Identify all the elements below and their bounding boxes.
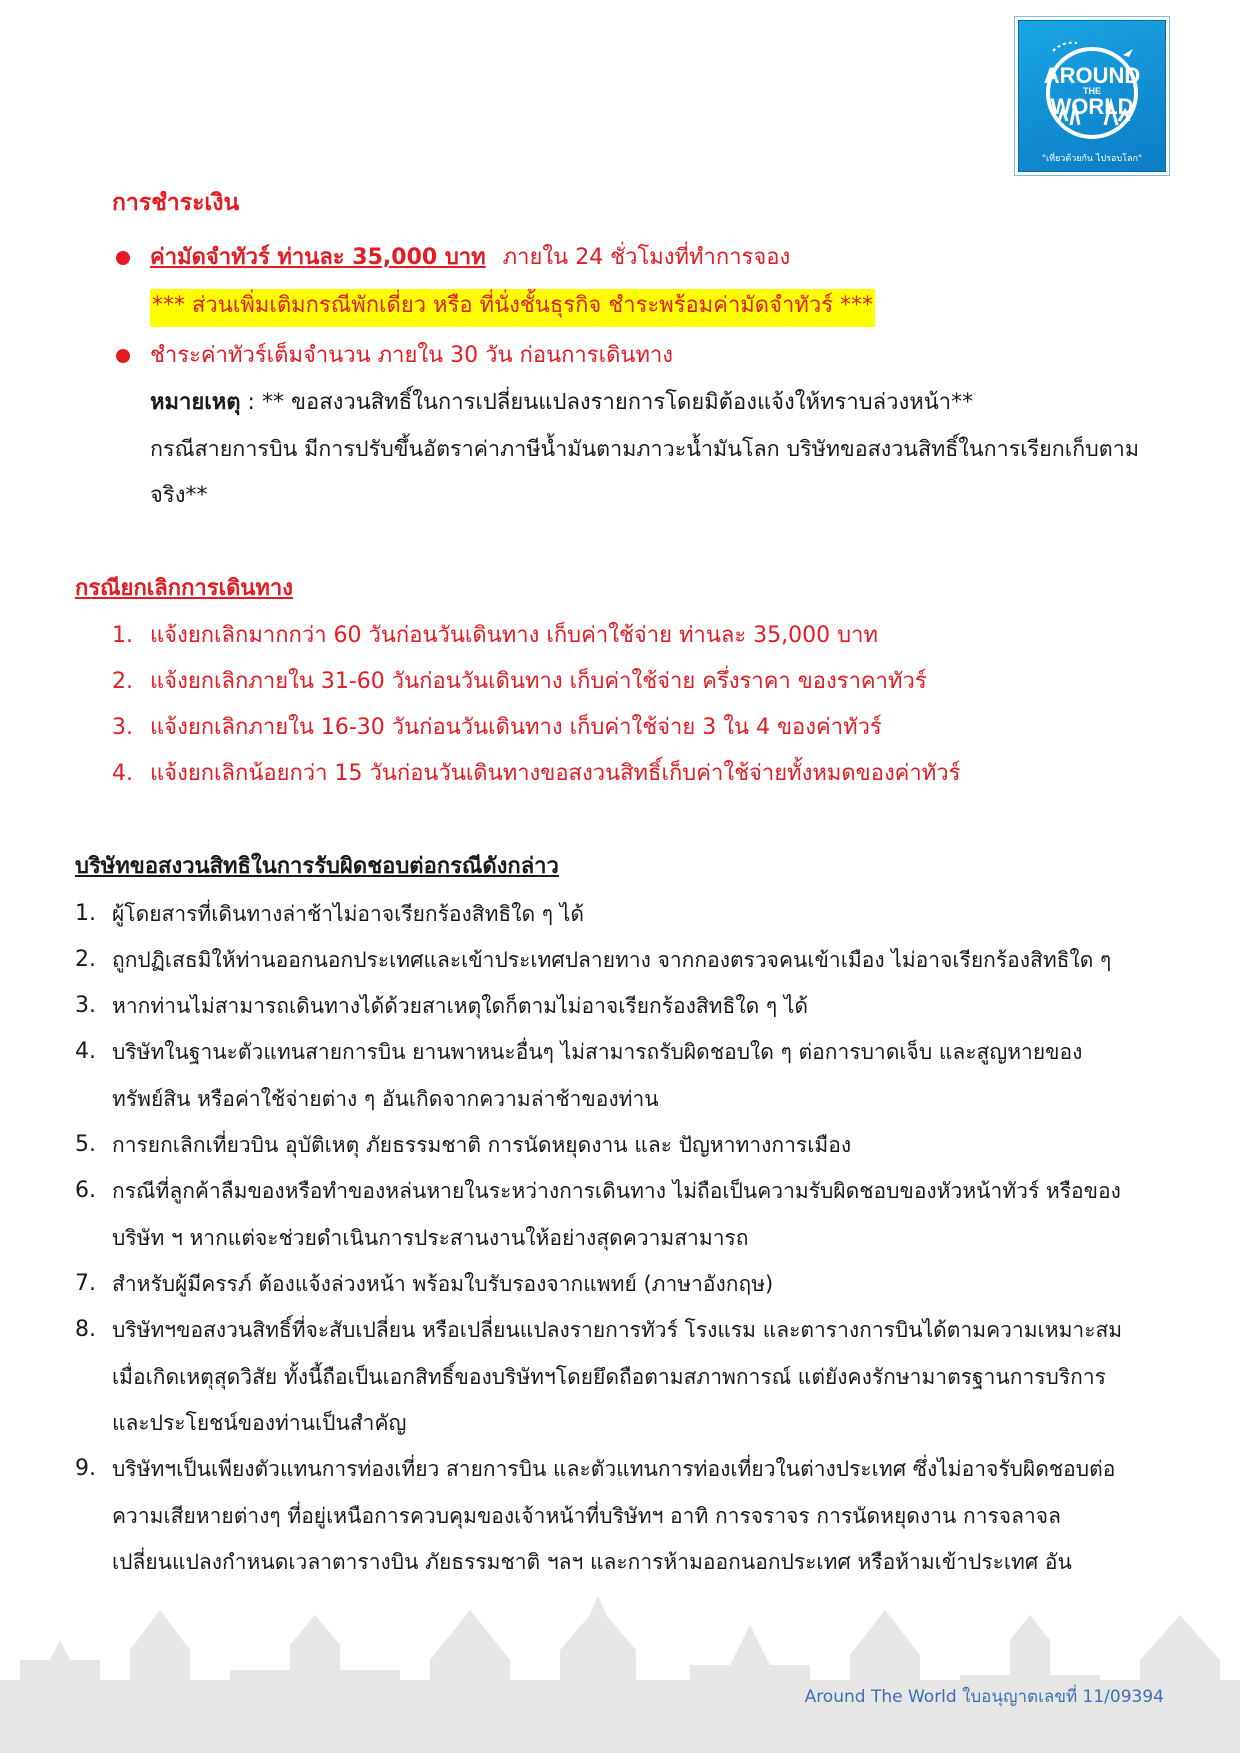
cancel-item-number: 4. — [112, 761, 133, 786]
cancel-heading: กรณียกเลิกการเดินทาง — [75, 576, 294, 601]
terms-item-line: บริษัท ฯ หากแต่จะช่วยดำเนินการประสานงานให้อย่างสุดความสามารถ — [112, 1225, 749, 1250]
terms-item-number: 6. — [75, 1178, 96, 1203]
terms-item-number: 2. — [75, 947, 96, 972]
temple-skyline-watermark — [0, 1590, 1240, 1753]
cancel-item-text: แจ้งยกเลิกมากกว่า 60 วันก่อนวันเดินทาง เก็บค่าใช้จ่าย ท่านละ 35,000 บาท — [150, 623, 878, 648]
cancel-item-text: แจ้งยกเลิกภายใน 16-30 วันก่อนวันเดินทาง เก็บค่าใช้จ่าย 3 ใน 4 ของค่าทัวร์ — [150, 715, 882, 740]
terms-item-line: การยกเลิกเที่ยวบิน อุบัติเหตุ ภัยธรรมชาติ การนัดหยุดงาน และ ปัญหาทางการเมือง — [112, 1133, 852, 1157]
cancel-item-number: 2. — [112, 669, 133, 694]
payment-heading: การชำระเงิน — [112, 190, 240, 216]
cancel-item-text: แจ้งยกเลิกภายใน 31-60 วันก่อนวันเดินทาง เก็บค่าใช้จ่าย ครึ่งราคา ของราคาทัวร์ — [150, 669, 927, 694]
terms-item-number: 8. — [75, 1317, 96, 1342]
terms-item-line: หากท่านไม่สามารถเดินทางได้ด้วยสาเหตุใดก็ตามไม่อาจเรียกร้องสิทธิใด ๆ ได้ — [112, 994, 809, 1018]
note-line-3: จริง** — [150, 483, 208, 508]
terms-item-line: ผู้โดยสารที่เดินทางล่าช้าไม่อาจเรียกร้องสิทธิใด ๆ ได้ — [112, 902, 584, 926]
terms-item-number: 3. — [75, 993, 96, 1018]
terms-item-line: สำหรับผู้มีครรภ์ ต้องแจ้งล่วงหน้า พร้อมใบรับรองจากแพทย์ (ภาษาอังกฤษ) — [112, 1272, 774, 1296]
deposit-deadline: ภายใน 24 ชั่วโมงที่ทำการจอง — [502, 245, 791, 270]
single-room-highlight: *** ส่วนเพิ่มเติมกรณีพักเดี่ยว หรือ ที่นั่งชั้นธุรกิจ ชำระพร้อมค่ามัดจำทัวร์ *** — [150, 289, 875, 327]
terms-item-line: บริษัทในฐานะตัวแทนสายการบิน ยานพาหนะอื่นๆ ไม่สามารถรับผิดชอบใด ๆ ต่อการบาดเจ็บ และสูญหายของ — [112, 1040, 1083, 1064]
logo-line-3: WORLD — [1050, 94, 1134, 119]
note-text: : ** ขอสงวนสิทธิ์ในการเปลี่ยนแปลงรายการโดยมิต้องแจ้งให้ทราบล่วงหน้า** — [240, 390, 974, 415]
terms-item-line: กรณีที่ลูกค้าลืมของหรือทำของหล่นหายในระหว่างการเดินทาง ไม่ถือเป็นความรับผิดชอบของหัวหน้าทัวร์ หรือของ — [112, 1179, 1121, 1203]
terms-item-number: 9. — [75, 1456, 96, 1481]
terms-item-line: ถูกปฏิเสธมิให้ท่านออกนอกประเทศและเข้าประเทศปลายทาง จากกองตรวจคนเข้าเมือง ไม่อาจเรียกร้องสิทธิใด ๆ — [112, 948, 1112, 972]
terms-item-line: และประโยชน์ของท่านเป็นสำคัญ — [112, 1411, 407, 1435]
terms-item-number: 4. — [75, 1039, 96, 1064]
terms-item-line: บริษัทฯเป็นเพียงตัวแทนการท่องเที่ยว สายการบิน และตัวแทนการท่องเที่ยวในต่างประเทศ ซึ่งไม่อาจรับผิดชอบต่อ — [112, 1457, 1116, 1481]
deposit-amount: ค่ามัดจำทัวร์ ท่านละ 35,000 บาท — [150, 245, 486, 270]
cancel-item-number: 1. — [112, 623, 133, 648]
logo-line-1: AROUND — [1043, 63, 1141, 88]
footer-license: Around The World ใบอนุญาตเลขที่ 11/09394 — [804, 1687, 1164, 1707]
full-payment-text: ชำระค่าทัวร์เต็มจำนวน ภายใน 30 วัน ก่อนการเดินทาง — [150, 343, 674, 368]
bullet-icon — [116, 251, 130, 265]
note-line — [150, 388, 973, 418]
deposit-line — [150, 243, 790, 273]
logo-line-2: THE — [1083, 86, 1101, 96]
cancel-item-number: 3. — [112, 715, 133, 740]
terms-item-number: 1. — [75, 901, 96, 926]
terms-item-line: บริษัทฯขอสงวนสิทธิ์ที่จะสับเปลี่ยน หรือเปลี่ยนแปลงรายการทัวร์ โรงแรม และตารางการบินได้ตามความเหมาะสม — [112, 1318, 1123, 1342]
terms-item-line: ทรัพย์สิน หรือค่าใช้จ่ายต่าง ๆ อันเกิดจากความล่าช้าของท่าน — [112, 1086, 659, 1111]
terms-item-number: 7. — [75, 1271, 96, 1296]
bullet-icon — [116, 349, 130, 363]
terms-item-number: 5. — [75, 1132, 96, 1157]
terms-heading: บริษัทขอสงวนสิทธิในการรับผิดชอบต่อกรณีดังกล่าว — [75, 854, 559, 879]
note-label: หมายเหตุ — [150, 390, 241, 415]
company-logo — [1018, 20, 1166, 172]
terms-item-line: เมื่อเกิดเหตุสุดวิสัย ทั้งนี้ถือเป็นเอกสิทธิ์ของบริษัทฯโดยยึดถือตามสภาพการณ์ แต่ยังคงรักษามาตรฐานการบริการ — [112, 1364, 1106, 1389]
logo-slogan: "เที่ยวด้วยกัน ไปรอบโลก" — [1041, 154, 1143, 164]
cancel-item-text: แจ้งยกเลิกน้อยกว่า 15 วันก่อนวันเดินทางขอสงวนสิทธิ์เก็บค่าใช้จ่ายทั้งหมดของค่าทัวร์ — [150, 761, 961, 786]
terms-item-line: ความเสียหายต่างๆ ที่อยู่เหนือการควบคุมของเจ้าหน้าที่บริษัทฯ อาทิ การจราจร การนัดหยุดงาน การจลาจล — [112, 1503, 1061, 1528]
terms-item-line: เปลี่ยนแปลงกำหนดเวลาตารางบิน ภัยธรรมชาติ ฯลฯ และการห้ามออกนอกประเทศ หรือห้ามเข้าประเทศ อัน — [112, 1550, 1072, 1574]
note-line-2: กรณีสายการบิน มีการปรับขึ้นอัตราค่าภาษีน้ำมันตามภาวะน้ำมันโลก บริษัทขอสงวนสิทธิ์ในการเรียกเก็บตาม — [150, 437, 1139, 462]
